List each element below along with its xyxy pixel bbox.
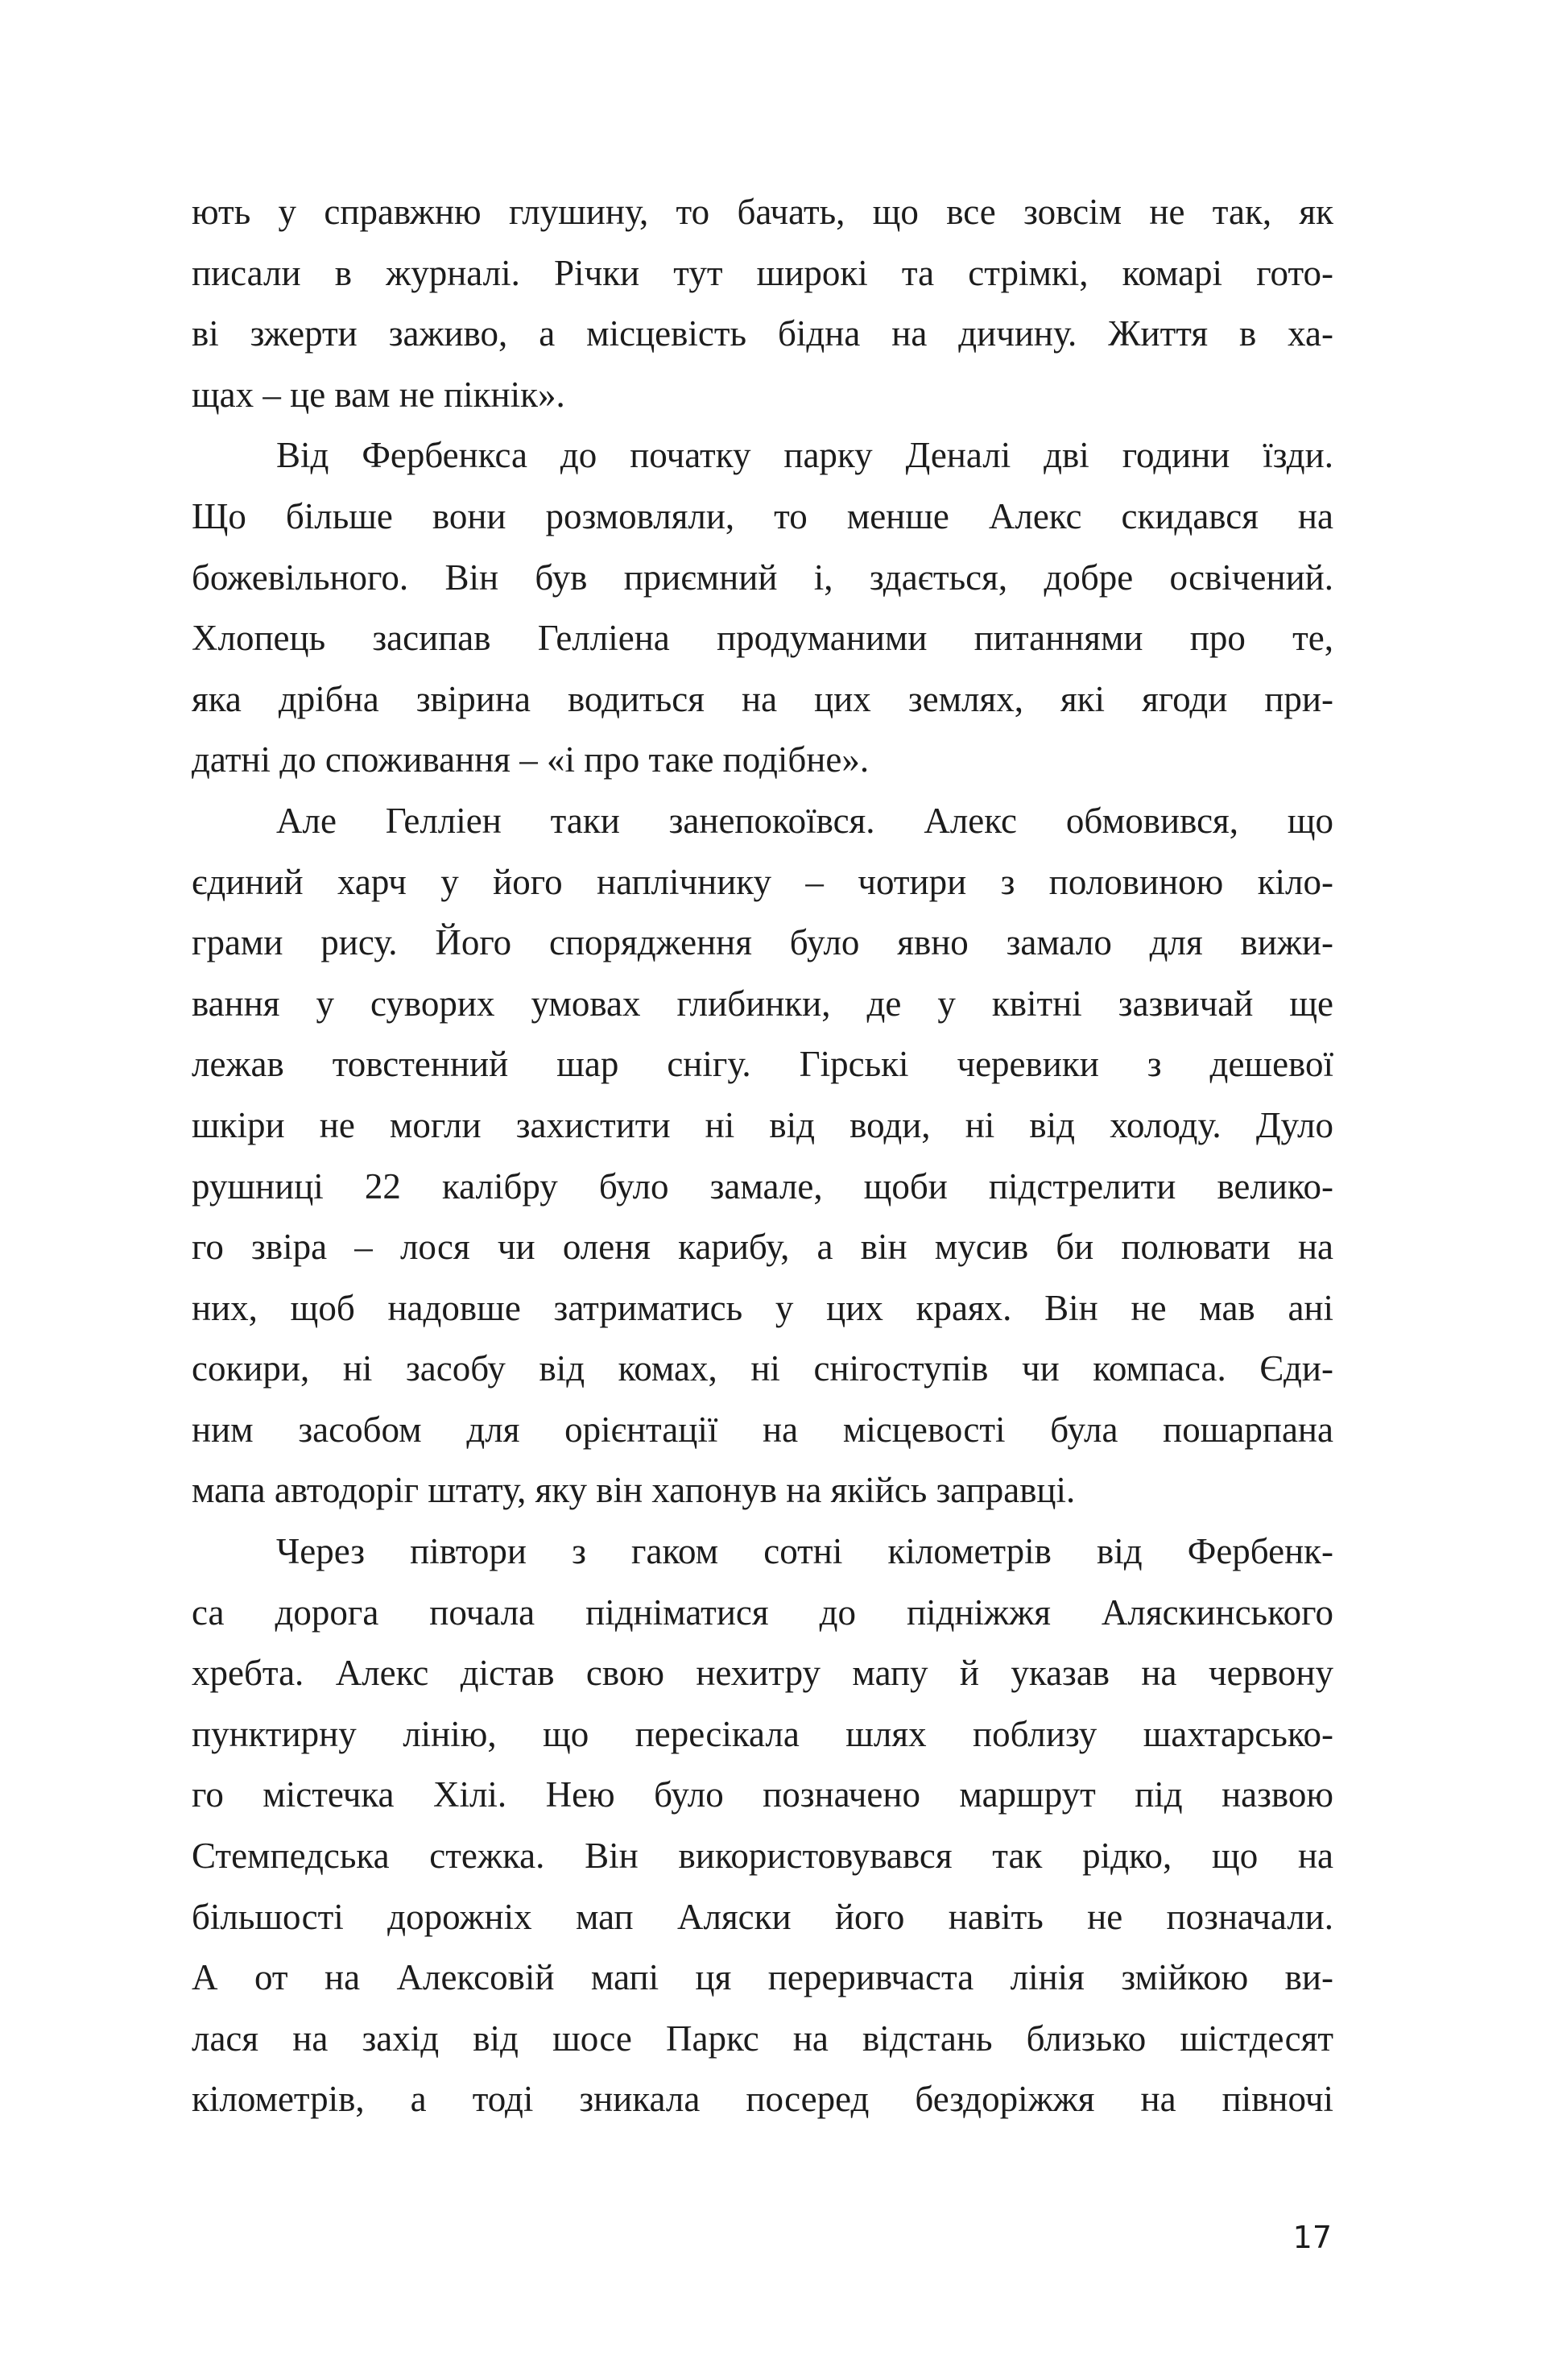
text-line: Від Фербенкса до початку парку Деналі дві години їзди. xyxy=(276,435,1333,476)
text-line: єдиний харч у його наплічнику – чотири з половиною кіло- xyxy=(192,861,1333,902)
text-line: яка дрібна звірина водиться на цих землях, які ягоди при- xyxy=(192,678,1333,719)
text-line: Що більше вони розмовляли, то менше Алекс скидався на xyxy=(192,495,1333,536)
text-line: мапа автодоріг штату, яку він хапонув на якійсь заправці. xyxy=(192,1470,1076,1511)
text-line: рушниці 22 калібру було замале, щоби підстрелити велико- xyxy=(192,1165,1333,1207)
paragraph-1 xyxy=(192,182,1333,425)
text-line: кілометрів, а тоді зникала посеред бездоріжжя на півночі xyxy=(192,2079,1333,2120)
text-line: них, щоб надовше затриматись у цих краях. Він не мав ані xyxy=(192,1287,1333,1328)
text-line: го звіра – лося чи оленя карибу, а він мусив би полювати на xyxy=(192,1227,1333,1268)
text-line: го містечка Хілі. Нею було позначено маршрут під назвою xyxy=(192,1774,1333,1815)
text-line: божевільного. Він був приємний і, здається, добре освічений. xyxy=(192,557,1333,598)
text-line: Хлопець засипав Гелліена продуманими питаннями про те, xyxy=(192,618,1333,659)
text-line: ві зжерти заживо, а місцевість бідна на дичину. Життя в ха- xyxy=(192,313,1333,354)
text-line: Через півтори з гаком сотні кілометрів від Фербенк- xyxy=(276,1531,1333,1572)
text-line: лася на захід від шосе Паркс на відстань близько шістдесят xyxy=(192,2018,1333,2059)
body-text xyxy=(192,182,1333,2130)
text-line: пунктирну лінію, що пересікала шлях поблизу шахтарсько- xyxy=(192,1713,1333,1754)
text-line: більшості дорожніх мап Аляски його навіть не позначали. xyxy=(192,1896,1333,1937)
text-line: А от на Алексовій мапі ця переривчаста лінія змійкою ви- xyxy=(192,1957,1333,1998)
paragraph-4 xyxy=(192,1521,1333,2130)
text-line: лежав товстенний шар снігу. Гірські черевики з дешевої xyxy=(192,1044,1333,1085)
text-line: сокири, ні засобу від комах, ні снігоступів чи компаса. Єди- xyxy=(192,1348,1333,1389)
page-number: 17 xyxy=(1292,2220,1332,2255)
text-line: ним засобом для орієнтації на місцевості була пошарпана xyxy=(192,1409,1333,1450)
text-line: щах – це вам не пікнік». xyxy=(192,374,565,415)
text-line: грами рису. Його спорядження було явно замало для вижи- xyxy=(192,922,1333,963)
text-line: хребта. Алекс дістав свою нехитру мапу й указав на червону xyxy=(192,1653,1333,1694)
paragraph-2 xyxy=(192,425,1333,791)
text-line: датні до споживання – «і про таке подібне». xyxy=(192,739,870,780)
text-line: Стемпедська стежка. Він використовувався так рідко, що на xyxy=(192,1836,1333,1877)
text-line: ють у справжню глушину, то бачать, що все зовсім не так, як xyxy=(192,192,1333,232)
text-line: Але Гелліен таки занепокоївся. Алекс обмовився, що xyxy=(276,800,1333,841)
text-line: вання у суворих умовах глибинки, де у квітні зазвичай ще xyxy=(192,983,1333,1024)
text-line: са дорога почала підніматися до підніжжя Аляскинського xyxy=(192,1591,1333,1633)
text-line: шкіри не могли захистити ні від води, ні від холоду. Дуло xyxy=(192,1104,1333,1145)
paragraph-3 xyxy=(192,791,1333,1521)
text-line: писали в журналі. Річки тут широкі та стрімкі, комарі гото- xyxy=(192,252,1333,293)
